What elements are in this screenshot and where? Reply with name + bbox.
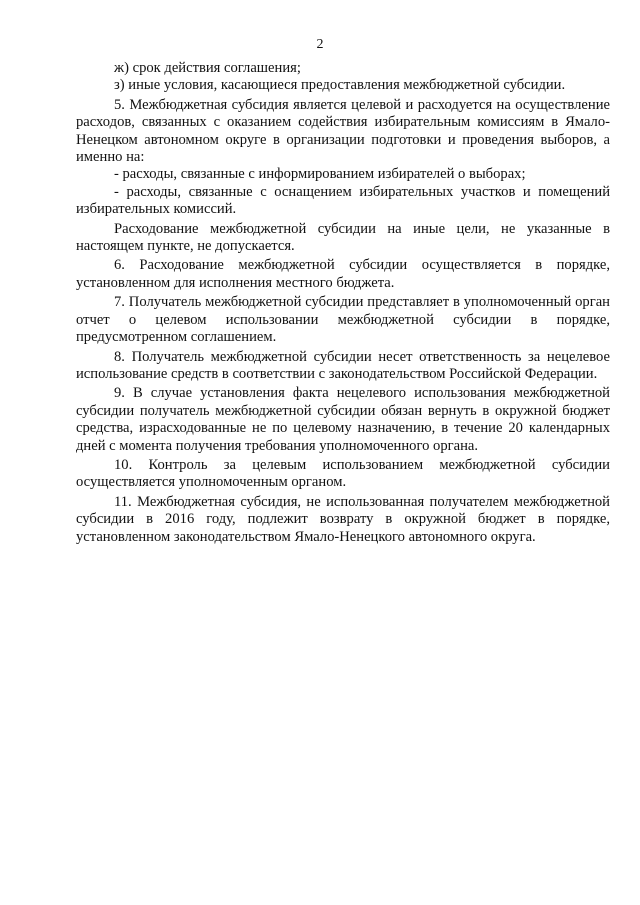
clause-10: 10. Контроль за целевым использованием межбюджетной субсидии осуществляется уполномоченным органом. <box>76 456 610 491</box>
bullet-informing-voters: - расходы, связанные с информированием избирателей о выборах; <box>114 166 526 183</box>
clause-9: 9. В случае установления факта нецелевого использования межбюджетной субсидии получатель межбюджетной субсидии обязан вернуть в окружной бюджет средства, израсходованные не по целевому назначению, в течение 20 календарных дней с момента получения требования уполномоченного органа. <box>76 385 610 454</box>
list-item-z: з) иные условия, касающиеся предоставления межбюджетной субсидии. <box>114 77 566 94</box>
clause-11: 11. Межбюджетная субсидия, не использованная получателем межбюджетной субсидии в 2016 году, подлежит возврату в окружной бюджет в порядке, установленном законодательством Ямало-Ненецкого автономного округа. <box>76 493 610 545</box>
bullet-equipping-stations: - расходы, связанные с оснащением избирательных участков и помещений избирательных комиссий. <box>76 183 610 218</box>
clause-5: 5. Межбюджетная субсидия является целевой и расходуется на осуществление расходов, связанных с оказанием содействия избирательным комиссиям в Ямало-Ненецком автономном округе в организации подготовки и проведения выборов, а именно на: <box>76 96 610 166</box>
clause-5-restriction: Расходование межбюджетной субсидии на иные цели, не указанные в настоящем пункте, не допускается. <box>76 220 610 255</box>
list-item-zh: ж) срок действия соглашения; <box>114 60 301 76</box>
document-body <box>76 60 610 546</box>
clause-6: 6. Расходование межбюджетной субсидии осуществляется в порядке, установленном для исполнения местного бюджета. <box>76 257 610 291</box>
clause-7: 7. Получатель межбюджетной субсидии представляет в уполномоченный орган отчет о целевом использовании межбюджетной субсидии в порядке, предусмотренном соглашением. <box>76 294 610 346</box>
clause-8: 8. Получатель межбюджетной субсидии несет ответственность за нецелевое использование средств в соответствии с законодательством Российской Федерации. <box>76 348 610 382</box>
page-number: 2 <box>316 37 324 52</box>
